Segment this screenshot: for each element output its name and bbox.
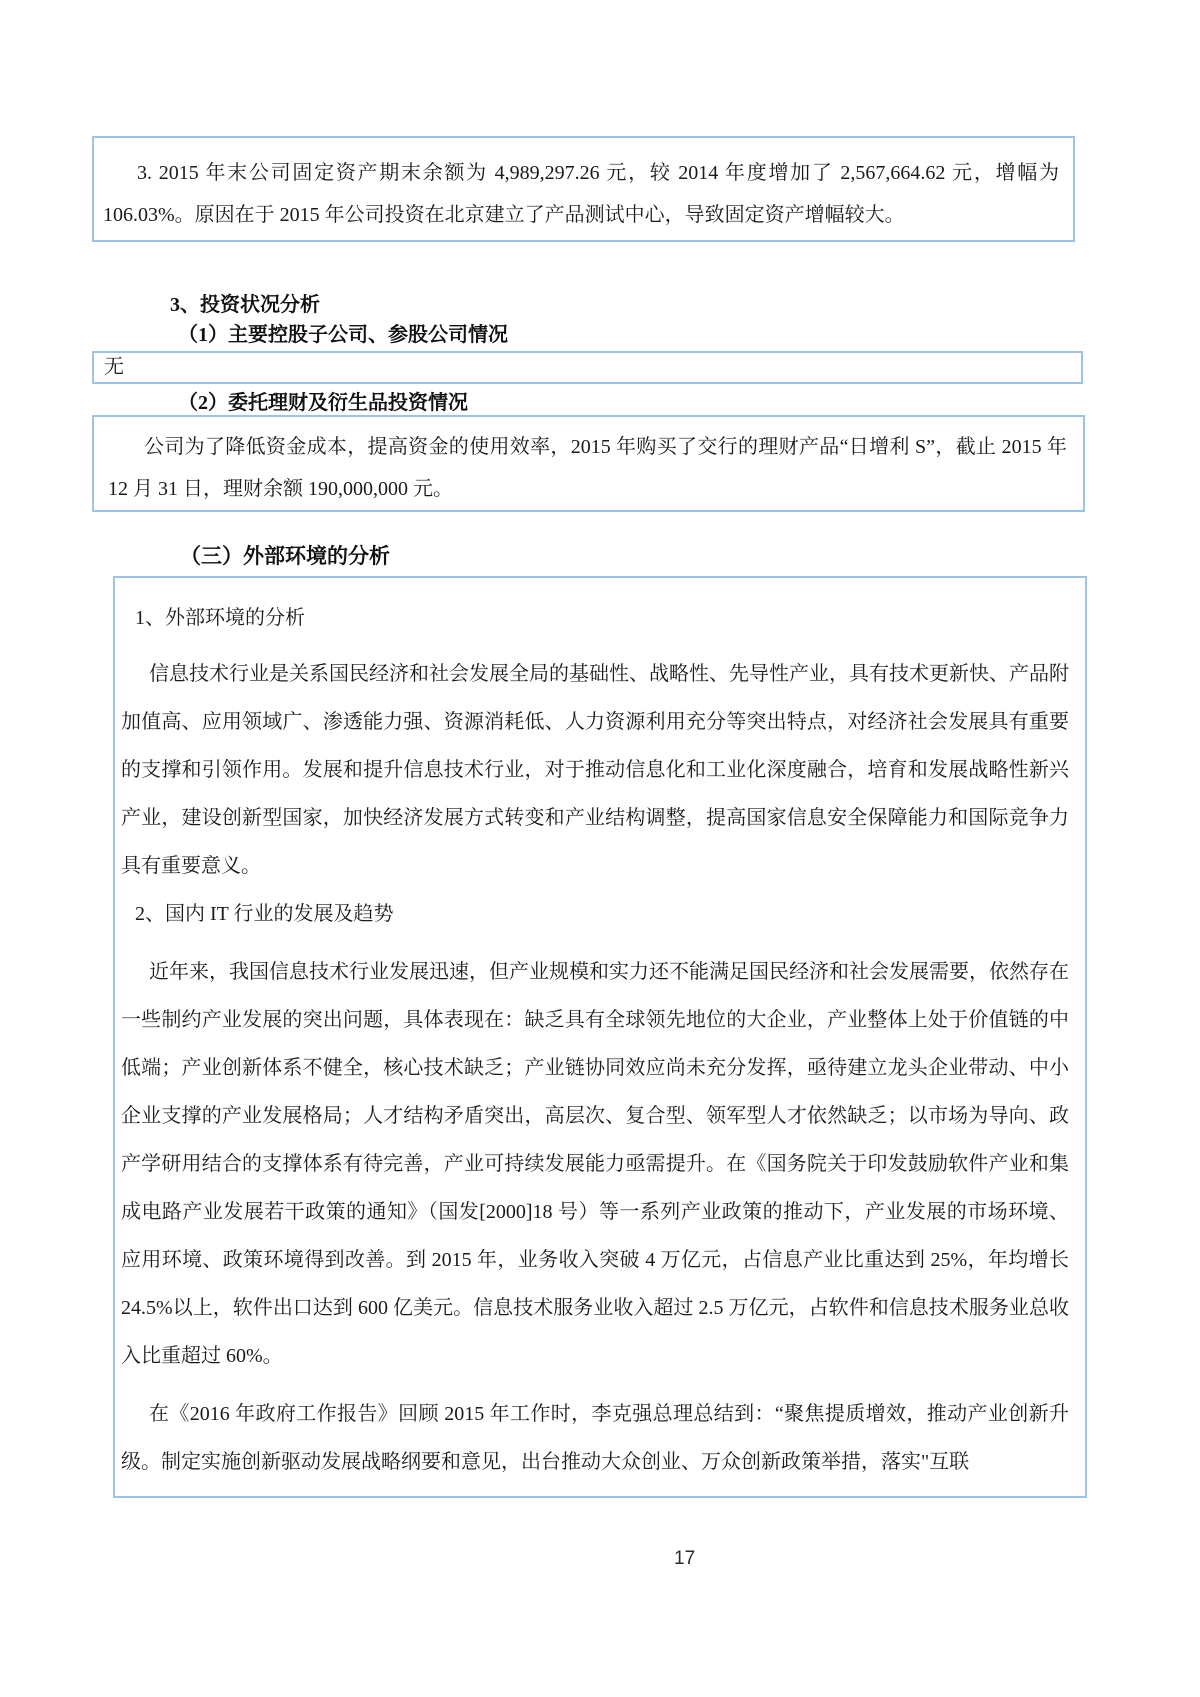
external-environment-box bbox=[113, 576, 1087, 1498]
heading-subsidiaries: （1）主要控股子公司、参股公司情况 bbox=[178, 324, 508, 346]
heading-investment-analysis: 3、投资状况分析 bbox=[170, 294, 320, 316]
external-sub2-title: 2、国内 IT 行业的发展及趋势 bbox=[135, 903, 394, 925]
entrusted-wealth-box bbox=[92, 415, 1085, 512]
fixed-assets-note-text: 3. 2015 年末公司固定资产期末余额为 4,989,297.26 元，较 2014 年度增加了 2,567,664.62 元，增幅为 106.03%。原因在于 2015 年公司投资在北京建立了产品测试中心，导致固定资产增幅较大。 bbox=[103, 162, 1059, 226]
external-sub1-title: 1、外部环境的分析 bbox=[135, 607, 305, 629]
external-para2: 近年来，我国信息技术行业发展迅速，但产业规模和实力还不能满足国民经济和社会发展需要，依然存在一些制约产业发展的突出问题，具体表现在：缺乏具有全球领先地位的大企业，产业整体上处于价值链的中低端；产业创新体系不健全，核心技术缺乏；产业链协同效应尚未充分发挥，亟待建立龙头企业带动、中小企业支撑的产业发展格局；人才结构矛盾突出，高层次、复合型、领军型人才依然缺乏；以市场为导向、政产学研用结合的支撑体系有待完善，产业可持续发展能力亟需提升。在《国务院关于印发鼓励软件产业和集成电路产业发展若干政策的通知》（国发[2000]18 号）等一系列产业政策的推动下，产业发展的市场环境、应用环境、政策环境得到改善。到 2015 年，业务收入突破 4 万亿元，占信息产业比重达到 25%，年均增长 24.5%以上，软件出口达到 600 亿美元。信息技术服务业收入超过 2.5 万亿元，占软件和信息技术服务业总收入比重超过 60%。 bbox=[121, 961, 1069, 1367]
heading-entrusted-wealth: （2）委托理财及衍生品投资情况 bbox=[178, 392, 468, 414]
external-para1: 信息技术行业是关系国民经济和社会发展全局的基础性、战略性、先导性产业，具有技术更新快、产品附加值高、应用领域广、渗透能力强、资源消耗低、人力资源利用充分等突出特点，对经济社会发展具有重要的支撑和引领作用。发展和提升信息技术行业，对于推动信息化和工业化深度融合，培育和发展战略性新兴产业，建设创新型国家，加快经济发展方式转变和产业结构调整，提高国家信息安全保障能力和国际竞争力具有重要意义。 bbox=[121, 663, 1069, 877]
external-para3: 在《2016 年政府工作报告》回顾 2015 年工作时，李克强总理总结到：“聚焦提质增效，推动产业创新升级。制定实施创新驱动发展战略纲要和意见，出台推动大众创业、万众创新政策举措，落实"互联 bbox=[121, 1403, 1069, 1473]
subsidiaries-box bbox=[92, 351, 1083, 384]
subsidiaries-none-text: 无 bbox=[104, 356, 124, 378]
fixed-assets-note-box bbox=[92, 136, 1075, 242]
entrusted-wealth-text: 公司为了降低资金成本，提高资金的使用效率，2015 年购买了交行的理财产品“日增利 S”，截止 2015 年 12 月 31 日，理财余额 190,000,000 元。 bbox=[108, 436, 1067, 500]
heading-external-environment: （三）外部环境的分析 bbox=[180, 544, 390, 568]
page-number: 17 bbox=[674, 1548, 696, 1569]
